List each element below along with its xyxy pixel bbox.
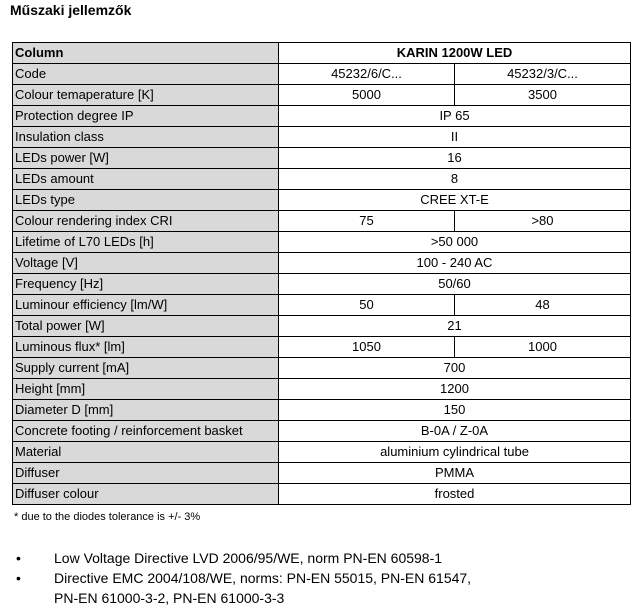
- directive-text: Low Voltage Directive LVD 2006/95/WE, norm PN-EN 60598-1: [54, 550, 443, 566]
- row-value: frosted: [279, 484, 631, 505]
- row-value: aluminium cylindrical tube: [279, 442, 631, 463]
- row-label: Column: [13, 43, 279, 64]
- row-value: B-0A / Z-0A: [279, 421, 631, 442]
- table-row: [13, 64, 631, 85]
- row-label: LEDs power [W]: [13, 148, 279, 169]
- row-label: Lifetime of L70 LEDs [h]: [13, 232, 279, 253]
- row-label: Colour temaperature [K]: [13, 85, 279, 106]
- row-label: LEDs amount: [13, 169, 279, 190]
- row-label: Diameter D [mm]: [13, 400, 279, 421]
- table-row: [13, 442, 631, 463]
- table-row: [13, 295, 631, 316]
- table-row: [13, 316, 631, 337]
- row-value: >80: [455, 211, 631, 232]
- row-value: 3500: [455, 85, 631, 106]
- row-label: Frequency [Hz]: [13, 274, 279, 295]
- row-label: Height [mm]: [13, 379, 279, 400]
- row-label: Diffuser colour: [13, 484, 279, 505]
- row-value: 1200: [279, 379, 631, 400]
- row-value: CREE XT-E: [279, 190, 631, 211]
- table-row: [13, 337, 631, 358]
- row-label: Voltage [V]: [13, 253, 279, 274]
- directives-list: [14, 548, 494, 608]
- row-label: Supply current [mA]: [13, 358, 279, 379]
- row-label: Colour rendering index CRI: [13, 211, 279, 232]
- table-row: [13, 148, 631, 169]
- row-label: Luminous flux* [lm]: [13, 337, 279, 358]
- row-value: >50 000: [279, 232, 631, 253]
- directive-item: [14, 568, 494, 608]
- bullet-icon: •: [16, 570, 21, 586]
- row-label: Material: [13, 442, 279, 463]
- table-row: [13, 211, 631, 232]
- spec-table: [12, 42, 631, 505]
- row-label: Luminour efficiency [lm/W]: [13, 295, 279, 316]
- table-row: [13, 379, 631, 400]
- table-row: [13, 169, 631, 190]
- row-label: Concrete footing / reinforcement basket: [13, 421, 279, 442]
- row-label: Total power [W]: [13, 316, 279, 337]
- row-value: 75: [279, 211, 455, 232]
- spec-table-body: [13, 43, 631, 505]
- table-row: [13, 358, 631, 379]
- row-label: Code: [13, 64, 279, 85]
- table-row: [13, 127, 631, 148]
- row-value: 16: [279, 148, 631, 169]
- table-row: [13, 421, 631, 442]
- directive-text: Directive EMC 2004/108/WE, norms: PN-EN 55015, PN-EN 61547, PN-EN 61000-3-2, PN-EN 61000-3-3: [54, 570, 472, 606]
- row-value: 1050: [279, 337, 455, 358]
- table-row: [13, 190, 631, 211]
- row-value: 700: [279, 358, 631, 379]
- row-value: IP 65: [279, 106, 631, 127]
- table-row: [13, 43, 631, 64]
- row-value: PMMA: [279, 463, 631, 484]
- row-value: 150: [279, 400, 631, 421]
- row-label: Diffuser: [13, 463, 279, 484]
- row-value: 5000: [279, 85, 455, 106]
- row-label: Protection degree IP: [13, 106, 279, 127]
- directive-item: [14, 548, 494, 568]
- table-row: [13, 484, 631, 505]
- row-label: Insulation class: [13, 127, 279, 148]
- row-value: 21: [279, 316, 631, 337]
- row-value: 48: [455, 295, 631, 316]
- footnote: * due to the diodes tolerance is +/- 3%: [14, 511, 201, 523]
- section-heading: Műszaki jellemzők: [10, 2, 132, 18]
- table-row: [13, 253, 631, 274]
- table-row: [13, 274, 631, 295]
- row-value: 8: [279, 169, 631, 190]
- bullet-icon: •: [16, 550, 21, 566]
- row-value: 50: [279, 295, 455, 316]
- table-row: [13, 463, 631, 484]
- table-row: [13, 232, 631, 253]
- row-value: II: [279, 127, 631, 148]
- row-value: 45232/3/C...: [455, 64, 631, 85]
- table-row: [13, 400, 631, 421]
- row-value: 45232/6/C...: [279, 64, 455, 85]
- row-value: KARIN 1200W LED: [279, 43, 631, 64]
- row-value: 1000: [455, 337, 631, 358]
- table-row: [13, 106, 631, 127]
- row-value: 100 - 240 AC: [279, 253, 631, 274]
- table-row: [13, 85, 631, 106]
- row-label: LEDs type: [13, 190, 279, 211]
- row-value: 50/60: [279, 274, 631, 295]
